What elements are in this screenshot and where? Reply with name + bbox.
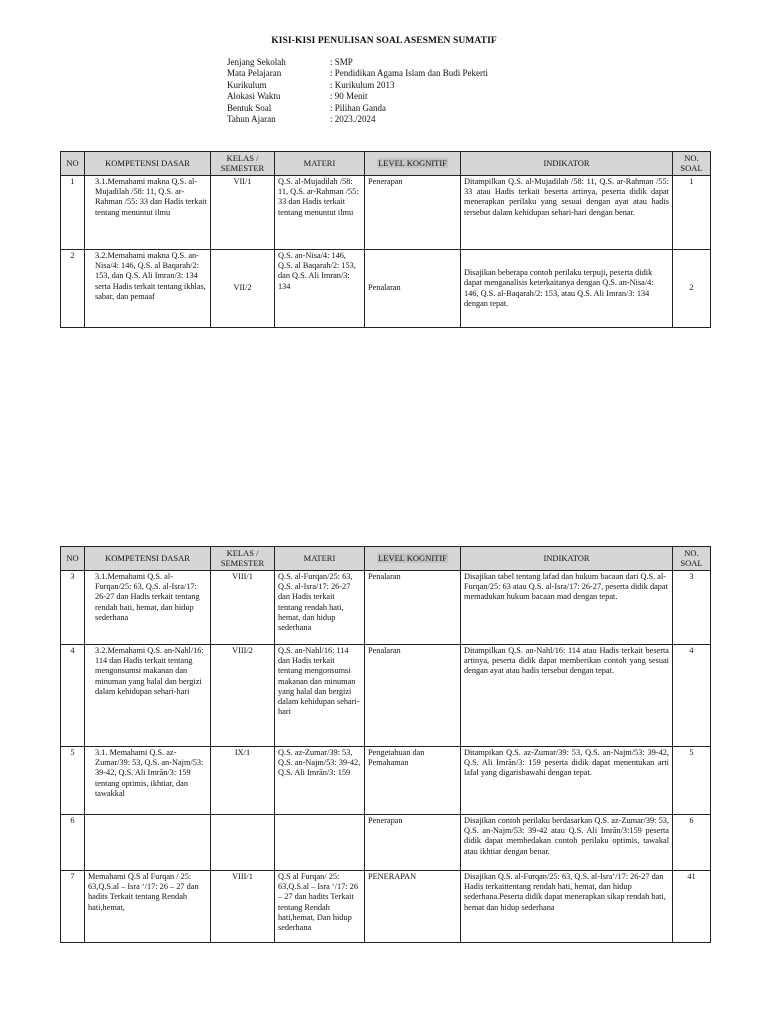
cell-materi: Q.S. an-Nisa/4: 146, Q.S. al Baqarah/2: 153, dan Q.S. Ali Imran/3: 134 (275, 250, 365, 328)
cell-indikator: Disajikan tabel tentang lafad dan hukum bacaan dari Q.S. al-Furqan/25: 63 atau Q.S. al-Isra/17: 26-27, peserta didik dapat memadukan hukum bacaan mad dengan tepat. (461, 571, 673, 645)
header-kompetensi-dasar: KOMPETENSI DASAR (85, 152, 211, 176)
meta-key: Kurikulum (227, 79, 267, 90)
cell-kompetensi-dasar: Memahami Q.S al Furqan / 25: 63,Q.S.al – Isra ‘/17: 26 – 27 dan hadits Terkait tentang Rendah hati,hemat, (85, 871, 211, 943)
cell-indikator: Ditampilkan Q.S. al-Mujadilah /58: 11, Q.S. ar-Rahman /55: 33 atau Hadis terkait beserta artinya, peserta didik dapat menerapkan perilaku yang sesuai dengan ayat atau hadis tersebut dalam kehidupan sehari-hari dengan benar. (461, 176, 673, 250)
header-indikator: INDIKATOR (461, 547, 673, 571)
cell-no-soal: 3 (673, 571, 711, 645)
meta-row-jenjang (227, 57, 488, 68)
meta-row-mapel (227, 68, 488, 79)
header-kompetensi-dasar: KOMPETENSI DASAR (85, 547, 211, 571)
cell-indikator: Ditampilkan Q.S. an-Nahl/16: 114 atau Hadis terkait beserta artinya, peserta didik dapat memberikan contoh yang sesuai dengan ayat atau hadis tersebut dengan tepat. (461, 645, 673, 747)
cell-kompetensi-dasar (85, 815, 211, 871)
meta-row-bentuk (227, 103, 488, 114)
cell-no: 1 (61, 176, 85, 250)
header-no: NO (61, 152, 85, 176)
cell-no-soal: 1 (673, 176, 711, 250)
cell-materi: Q.S. an-Nahl/16: 114 dan Hadis terkait tentang mengonsumsi makanan dan minuman yang halal dan bergizi dalam kehidupan sehari-hari (275, 645, 365, 747)
cell-indikator: Disajikan Q.S. al-Furqan/25: 63, Q.S. al-Isra’/17: 26-27 dan Hadis terkaittentang rendah hati, hemat, dan hidup sederhana.Peserta didik dapat menerapkan sikap rendah hati, hemat dan hidup sederhana (461, 871, 673, 943)
cell-kelas: VIII/2 (211, 645, 275, 747)
cell-level: Penalaran (365, 645, 461, 747)
cell-kompetensi-dasar: 3.2.Memahami makna Q.S. an-Nisa/4: 146, Q.S. al Baqarah/2: 153, dan Q.S. Ali Imran/3: 134 serta Hadis terkait tentang ikhlas, sabar, dan pemaaf (85, 250, 211, 328)
header-level-label: LEVEL KOGNITIF (378, 157, 447, 168)
meta-row-alokasi (227, 91, 488, 102)
header-indikator: INDIKATOR (461, 152, 673, 176)
header-kelas-semester: KELAS / SEMESTER (211, 152, 275, 176)
document-title: KISI-KISI PENULISAN SOAL ASESMEN SUMATIF (271, 36, 497, 46)
kisi-kisi-table-2 (60, 546, 711, 943)
cell-kompetensi-dasar: 3.1.Memahami Q.S. al-Furqan/25: 63, Q.S. al-Isra/17: 26-27 dan Hadis terkait tentang rendah hati, hemat, dan hidup sederhana (85, 571, 211, 645)
header-level-kognitif (365, 152, 461, 176)
cell-no: 3 (61, 571, 85, 645)
cell-indikator: Ditampikan Q.S. az-Zumar/39: 53, Q.S. an-Najm/53: 39-42, Q.S. Ali Imrān/3: 159 peserta didik dapat menentukan arti lafal yang digarisbawahi dengan tepat. (461, 747, 673, 815)
cell-level: Penalaran (365, 571, 461, 645)
table-row (61, 747, 711, 815)
cell-kompetensi-dasar: 3.1. Memahami Q.S. az-Zumar/39: 53, Q.S. an-Najm/53: 39-42, Q.S. Ali Imrān/3: 159 tentang optimis, ikhtiar, dan tawakkal (85, 747, 211, 815)
cell-level: Penerapan (365, 815, 461, 871)
cell-no-soal: 41 (673, 871, 711, 943)
cell-kelas: VIII/1 (211, 571, 275, 645)
header-materi: MATERI (275, 547, 365, 571)
meta-value: : Pendidikan Agama Islam dan Budi Pekerti (330, 68, 488, 79)
cell-no-soal: 2 (673, 250, 711, 328)
cell-kelas: IX/1 (211, 747, 275, 815)
meta-value: : SMP (330, 57, 353, 67)
cell-no: 7 (61, 871, 85, 943)
table-row (61, 176, 711, 250)
meta-key: Jenjang Sekolah (227, 57, 286, 67)
cell-kompetensi-dasar: 3.1.Memahami makna Q.S. al-Mujadilah /58: 11, Q.S. ar-Rahman /55: 33 dan Hadis terkait tentang menuntut ilmu (85, 176, 211, 250)
cell-materi: Q.S. az-Zumar/39: 53, Q.S. an-Najm/53: 39-42, Q.S. Ali Imrān/3: 159 (275, 747, 365, 815)
header-no: NO (61, 547, 85, 571)
header-materi: MATERI (275, 152, 365, 176)
meta-key: Bentuk Soal (227, 102, 272, 113)
cell-no: 6 (61, 815, 85, 871)
cell-no: 2 (61, 250, 85, 328)
table-row (61, 815, 711, 871)
header-kelas-semester: KELAS / SEMESTER (211, 547, 275, 571)
cell-level: PENERAPAN (365, 871, 461, 943)
cell-kompetensi-dasar: 3.2.Memahami Q.S. an-Nahl/16: 114 dan Hadis terkait tentang mengonsumsi makanan dan minuman yang halal dan bergizi dalam kehidupan sehari-hari (85, 645, 211, 747)
cell-level: Penerapan (365, 176, 461, 250)
meta-value: : Kurikulum 2013 (330, 79, 395, 90)
cell-materi: Q.S. al-Furqan/25: 63, Q.S. al-Isra/17: 26-27 dan Hadis terkait tentang rendah hati, hemat, dan hidup sederhana (275, 571, 365, 645)
table-header-row (61, 547, 711, 571)
cell-materi: Q.S. al-Mujadilah /58: 11, Q.S. ar-Rahman /55: 33 dan Hadis terkait tentang menuntut ilmu (275, 176, 365, 250)
cell-level: Pengetahuan dan Pemahaman (365, 747, 461, 815)
meta-row-tahun (227, 114, 488, 125)
meta-key: Alokasi Waktu (227, 91, 281, 102)
meta-key: Tahun Ajaran (227, 114, 276, 125)
cell-kelas: VII/1 (211, 176, 275, 250)
cell-no-soal: 5 (673, 747, 711, 815)
document-meta (227, 57, 488, 125)
table-row (61, 571, 711, 645)
header-level-kognitif (365, 547, 461, 571)
cell-no: 5 (61, 747, 85, 815)
table-row (61, 645, 711, 747)
cell-no: 4 (61, 645, 85, 747)
header-no-soal: NO. SOAL (673, 152, 711, 176)
cell-materi: Q.S al Furqan/ 25: 63,Q.S.al – Isra ‘/17: 26 – 27 dan hadits Terkait tentang Rendah hati,hemat, Dan hidup sederhana (275, 871, 365, 943)
table-row (61, 250, 711, 328)
kisi-kisi-table-1 (60, 151, 711, 328)
meta-value: : Pilihan Ganda (330, 102, 386, 113)
header-level-label: LEVEL KOGNITIF (378, 552, 447, 563)
cell-no-soal: 4 (673, 645, 711, 747)
header-no-soal: NO. SOAL (673, 547, 711, 571)
cell-kelas: VIII/1 (211, 871, 275, 943)
cell-level: Penalaran (365, 250, 461, 328)
cell-indikator: Disajikan beberapa contoh perilaku terpuji, peserta didik dapat menganalisis keterkaitanya dengan Q.S. an-Nisa/4: 146, Q.S. al-Baqarah/2: 153, atau Q.S. Ali Imran/3: 134 dengan tepat. (461, 250, 673, 328)
cell-indikator: Disajikan contoh perilaku berdasarkan Q.S. az-Zumar/39: 53, Q.S. an-Najm/53: 39-42 atau Q.S. Ali Imrān/3:159 peserta didik dapat membedakan contoh perilaku optimis, tawakal atau ikhtiar dengan benar. (461, 815, 673, 871)
cell-materi (275, 815, 365, 871)
meta-key: Mata Pelajaran (227, 68, 282, 79)
table-row (61, 871, 711, 943)
cell-kelas (211, 815, 275, 871)
table-header-row (61, 152, 711, 176)
cell-no-soal: 6 (673, 815, 711, 871)
meta-value: : 2023./2024 (330, 114, 376, 125)
meta-value: : 90 Menit (330, 91, 368, 102)
meta-row-kurikulum (227, 80, 488, 91)
cell-kelas: VII/2 (211, 250, 275, 328)
